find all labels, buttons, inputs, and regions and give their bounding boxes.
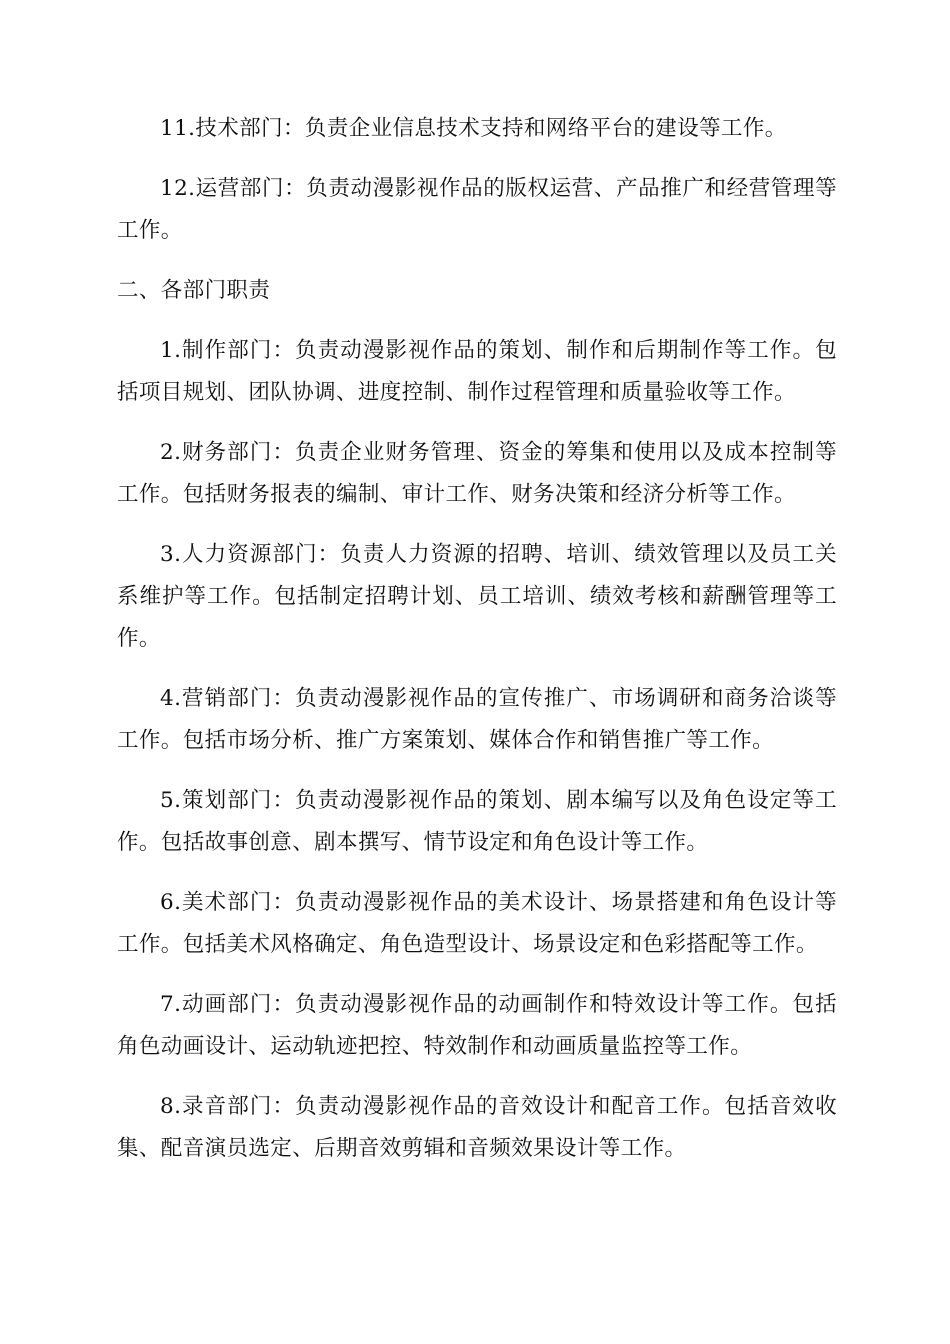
- paragraph-marketing-dept: 4.营销部门：负责动漫影视作品的宣传推广、市场调研和商务洽谈等工作。包括市场分析、推广方案策划、媒体合作和销售推广等工作。: [117, 686, 837, 753]
- section-heading-dept-duties: 二、各部门职责: [117, 278, 271, 303]
- paragraph-hr-dept: 3.人力资源部门：负责人力资源的招聘、培训、绩效管理以及员工关系维护等工作。包括制定招聘计划、员工培训、绩效考核和薪酬管理等工作。: [117, 542, 837, 651]
- paragraph-operations-dept: 12.运营部门：负责动漫影视作品的版权运营、产品推广和经营管理等工作。: [117, 176, 837, 243]
- paragraph-production-dept: 1.制作部门：负责动漫影视作品的策划、制作和后期制作等工作。包括项目规划、团队协调、进度控制、制作过程管理和质量验收等工作。: [117, 338, 837, 405]
- paragraph-tech-dept: 11.技术部门：负责企业信息技术支持和网络平台的建设等工作。: [160, 116, 787, 141]
- document-body: [117, 108, 837, 1188]
- paragraph-finance-dept: 2.财务部门：负责企业财务管理、资金的筹集和使用以及成本控制等工作。包括财务报表的编制、审计工作、财务决策和经济分析等工作。: [117, 440, 837, 507]
- paragraph-art-dept: 6.美术部门：负责动漫影视作品的美术设计、场景搭建和角色设计等工作。包括美术风格确定、角色造型设计、场景设定和色彩搭配等工作。: [117, 890, 837, 957]
- paragraph-animation-dept: 7.动画部门：负责动漫影视作品的动画制作和特效设计等工作。包括角色动画设计、运动轨迹把控、特效制作和动画质量监控等工作。: [117, 992, 837, 1059]
- paragraph-planning-dept: 5.策划部门：负责动漫影视作品的策划、剧本编写以及角色设定等工作。包括故事创意、剧本撰写、情节设定和角色设计等工作。: [117, 788, 837, 855]
- paragraph-recording-dept: 8.录音部门：负责动漫影视作品的音效设计和配音工作。包括音效收集、配音演员选定、后期音效剪辑和音频效果设计等工作。: [117, 1094, 837, 1161]
